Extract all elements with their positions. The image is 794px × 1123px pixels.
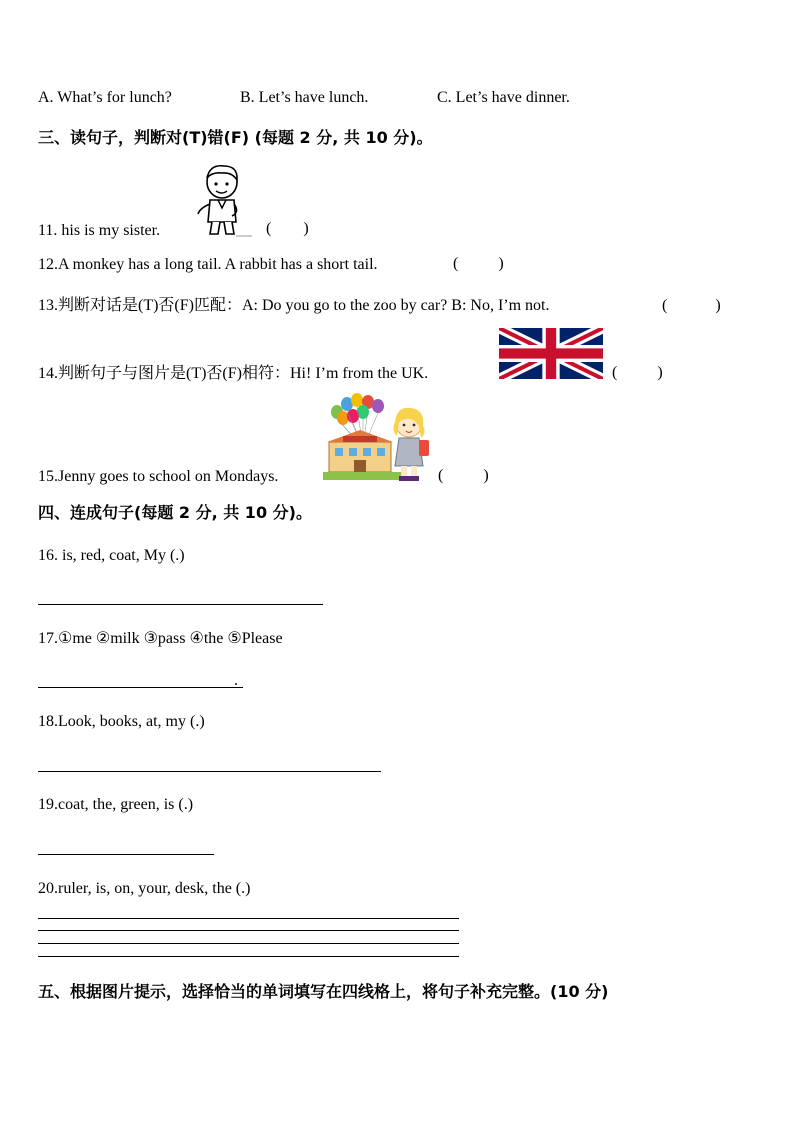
- grid-line: [38, 943, 459, 944]
- grid-line: [38, 918, 459, 919]
- answer-paren-14[interactable]: ( ): [612, 364, 663, 381]
- answer-paren-11[interactable]: ( ): [266, 220, 309, 237]
- question-16: 16. is, red, coat, My (.): [38, 547, 185, 564]
- question-11: 11. his is my sister.: [38, 222, 161, 239]
- question-13: 13.判断对话是(T)否(F)匹配：A: Do you go to the zoo by car? B: No, I’m not.: [38, 297, 550, 314]
- answer-line-18[interactable]: [38, 771, 381, 772]
- question-19: 19.coat, the, green, is (.): [38, 796, 194, 813]
- answer-paren-12[interactable]: ( ): [453, 255, 504, 272]
- grid-line: [38, 930, 459, 931]
- option-a: A. What’s for lunch?: [38, 89, 172, 106]
- boy-cartoon-picture: [192, 160, 256, 238]
- question-18: 18.Look, books, at, my (.): [38, 713, 205, 730]
- question-17: 17.①me ②milk ③pass ④the ⑤Please: [38, 630, 283, 647]
- answer-line-16[interactable]: [38, 604, 323, 605]
- answer-period-17: .: [234, 672, 238, 689]
- answer-line-17[interactable]: [38, 687, 243, 688]
- grid-line: [38, 956, 459, 957]
- answer-paren-15[interactable]: ( ): [438, 467, 489, 484]
- option-b: B. Let’s have lunch.: [240, 89, 369, 106]
- question-12: 12.A monkey has a long tail. A rabbit has a short tail.: [38, 256, 378, 273]
- answer-line-19[interactable]: [38, 854, 214, 855]
- union-jack-flag-picture: [499, 328, 603, 379]
- section-3-title: 三、读句子，判断对(T)错(F) (每题 2 分, 共 10 分)。: [38, 128, 433, 147]
- section-5-title: 五、根据图片提示，选择恰当的单词填写在四线格上，将句子补充完整。(10 分): [38, 982, 609, 1001]
- question-15: 15.Jenny goes to school on Mondays.: [38, 468, 279, 485]
- answer-paren-13[interactable]: ( ): [662, 297, 721, 314]
- question-20: 20.ruler, is, on, your, desk, the (.): [38, 880, 251, 897]
- option-c: C. Let’s have dinner.: [437, 89, 570, 106]
- girl-school-balloons-picture: [323, 392, 433, 484]
- question-14: 14.判断句子与图片是(T)否(F)相符：Hi! I’m from the UK.: [38, 365, 429, 382]
- section-4-title: 四、连成句子(每题 2 分, 共 10 分)。: [38, 503, 312, 522]
